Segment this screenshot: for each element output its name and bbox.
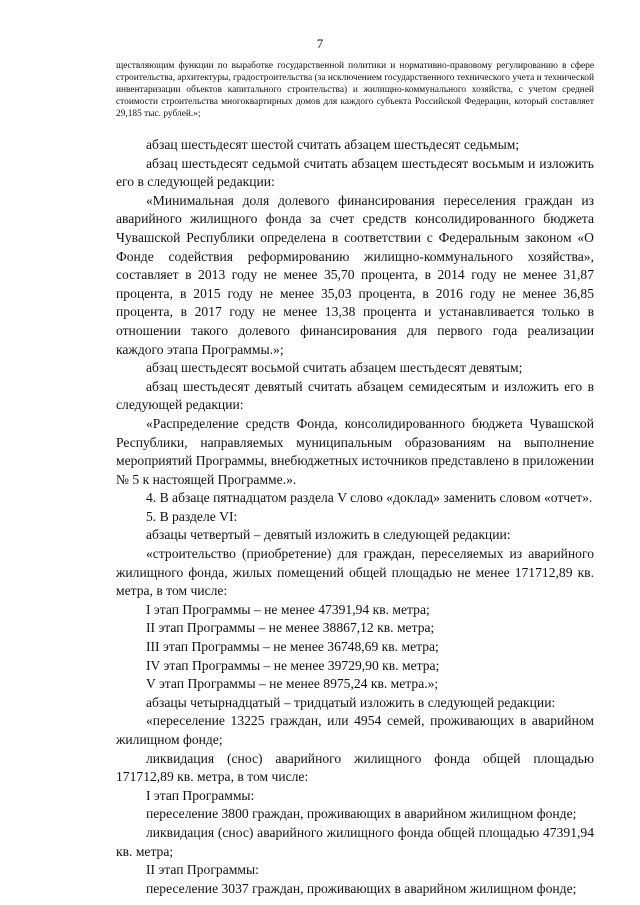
paragraph: абзацы четырнадцатый – тридцатый изложить в следующей редакции: (146, 694, 556, 710)
paragraph: ликвидация (снос) аварийного жилищного фонда общей площадью 47391,94 кв. метра; (116, 824, 594, 859)
paragraph: 4. В абзаце пятнадцатом раздела V слово «доклад» заменить словом «отчет». (146, 490, 593, 506)
paragraph: переселение 3037 граждан, проживающих в аварийном жилищном фонде; (146, 880, 577, 896)
paragraph: ликвидация (снос) аварийного жилищного фонда общей площадью 171712,89 кв. метра, в том числе: (116, 750, 594, 785)
paragraph: «Распределение средств Фонда, консолидированного бюджета Чувашской Республики, направляемых муниципальным образованиям на выполнение мероприятий Программы, внебюджетных источников представлено в приложении № 5 к настоящей Программе.». (116, 415, 594, 487)
stage-heading: II этап Программы: (146, 862, 259, 878)
paragraph: абзац шестьдесят восьмой считать абзацем шестьдесят девятым; (146, 360, 523, 376)
paragraph: 5. В разделе VI: (146, 508, 238, 524)
footnote-continuation: ществляющим функции по выработке государственной политики и нормативно-правовому регулированию в сфере строительства, архитектуры, градостроительства (за исключением государственного технического учета и технической инвентаризации объектов капитального строительства) и жилищно-коммунального хозяйства, с учетом средней стоимости строительства многоквартирных домов для каждого субъекта Российской Федерации, который составляет 29,185 тыс. рублей.»; (116, 61, 594, 119)
stage-heading: I этап Программы: (146, 787, 255, 803)
paragraph: абзац шестьдесят девятый считать абзацем семидесятым и изложить его в следующей редакции: (116, 378, 594, 413)
document-body (116, 136, 594, 898)
paragraph: «Минимальная доля долевого финансирования переселения граждан из аварийного жилищного фонда за счет средств консолидированного бюджета Чувашской Республики определена в соответствии с Федеральным законом «О Фонде содействия реформированию жилищно-коммунального хозяйства», составляет в 2013 году не менее 35,70 процента, в 2014 году не менее 31,87 процента, в 2015 году не менее 35,03 процента, в 2016 году не менее 36,85 процента, в 2017 году не менее 13,38 процента и устанавливается только в отношении такого долевого финансирования для первого года реализации каждого этапа Программы.»; (116, 192, 594, 357)
stage-line: IV этап Программы – не менее 39729,90 кв. метра; (146, 657, 440, 673)
paragraph: абзацы четвертый – девятый изложить в следующей редакции: (146, 527, 511, 543)
stage-line: V этап Программы – не менее 8975,24 кв. метра.»; (146, 676, 439, 692)
stage-line: II этап Программы – не менее 38867,12 кв. метра; (146, 620, 435, 636)
paragraph: «переселение 13225 граждан, или 4954 семей, проживающих в аварийном жилищном фонде; (116, 713, 594, 747)
paragraph: переселение 3800 граждан, проживающих в аварийном жилищном фонде; (146, 806, 577, 822)
stage-line: III этап Программы – не менее 36748,69 кв. метра; (146, 639, 439, 655)
paragraph: абзац шестьдесят седьмой считать абзацем шестьдесят восьмым и изложить его в следующей редакции: (116, 155, 594, 190)
paragraph: «строительство (приобретение) для граждан, переселяемых из аварийного жилищного фонда, жилых помещений общей площадью не менее 171712,89 кв. метра, в том числе: (116, 546, 594, 599)
paragraph: абзац шестьдесят шестой считать абзацем шестьдесят седьмым; (146, 137, 520, 152)
stage-line: I этап Программы – не менее 47391,94 кв. метра; (146, 601, 430, 617)
page-number: 7 (316, 36, 324, 51)
